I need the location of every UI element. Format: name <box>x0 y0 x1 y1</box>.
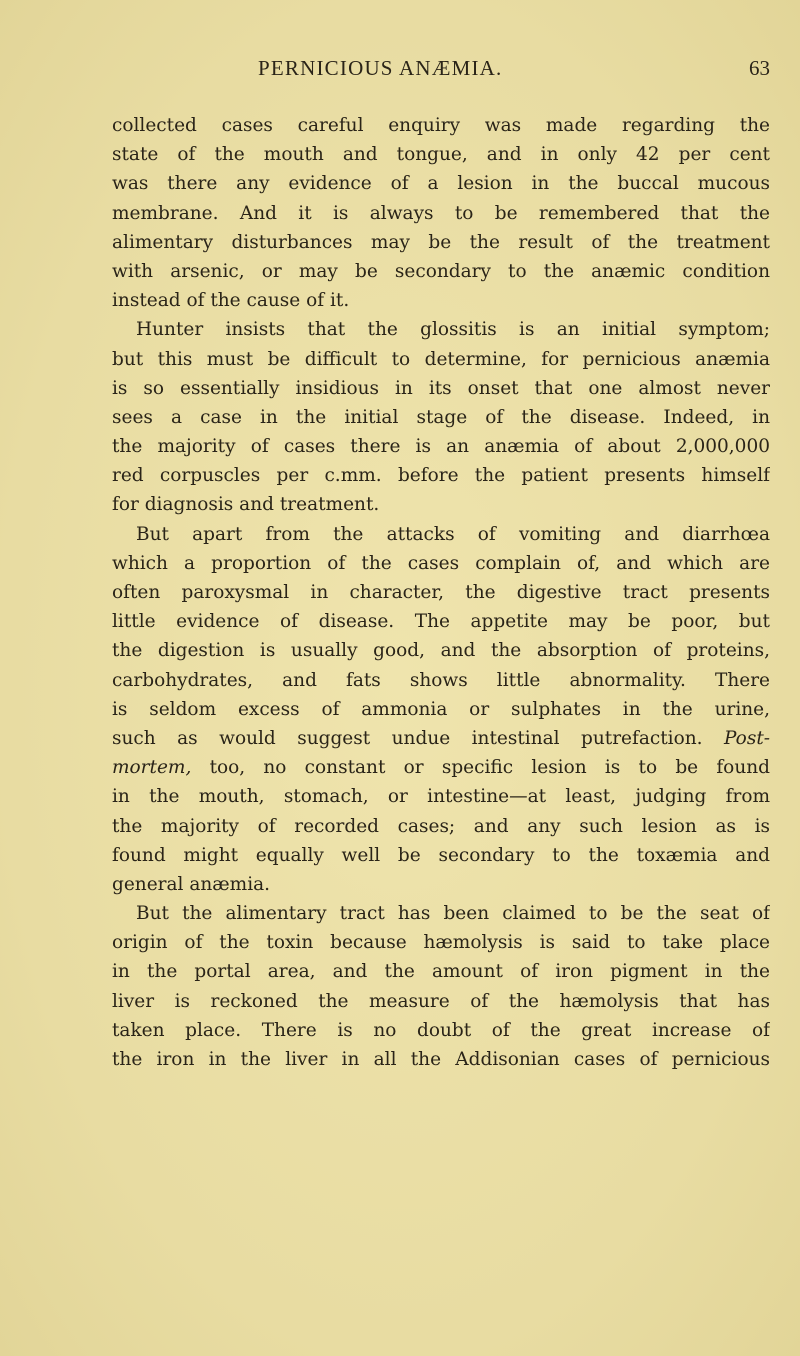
text-line: the digestion is usually good, and the absorption of proteins, <box>112 640 770 662</box>
text-segment: too, no constant or specific lesion is to be found <box>209 757 770 779</box>
text-line: state of the mouth and tongue, and in only 42 per cent <box>112 144 770 166</box>
text-line: red corpuscles per c.mm. before the patient presents himself <box>112 465 770 487</box>
page-number: 63 <box>749 56 770 80</box>
text-line: carbohydrates, and fats shows little abnormality. There <box>112 669 770 691</box>
text-line: is so essentially insidious in its onset that one almost never <box>112 377 770 399</box>
text-line: Hunter insists that the glossitis is an initial symptom; <box>136 319 770 341</box>
text-line <box>112 753 770 782</box>
text-line: little evidence of disease. The appetite may be poor, but <box>112 611 770 633</box>
text-line: but this must be difficult to determine, for pernicious anæmia <box>112 348 770 370</box>
text-line: But the alimentary tract has been claimed to be the seat of <box>136 903 770 925</box>
text-line: the majority of recorded cases; and any such lesion as is <box>112 815 770 837</box>
body-text <box>112 111 770 1074</box>
text-line: found might equally well be secondary to the toxæmia and <box>112 844 770 866</box>
text-line: was there any evidence of a lesion in the buccal mucous <box>112 173 770 195</box>
text-line: for diagnosis and treatment. <box>112 494 380 516</box>
text-line <box>112 724 770 753</box>
italic-term: Post- <box>723 727 770 749</box>
text-line: membrane. And it is always to be remembered that the <box>112 202 770 224</box>
text-line: taken place. There is no doubt of the great increase of <box>112 1019 770 1041</box>
text-line: sees a case in the initial stage of the disease. Indeed, in <box>112 406 770 428</box>
italic-term: mortem, <box>112 757 192 779</box>
text-line: the iron in the liver in all the Addisonian cases of pernicious <box>112 1049 770 1070</box>
text-line: which a proportion of the cases complain of, and which are <box>112 552 770 574</box>
page-header <box>140 56 770 86</box>
text-line: general anæmia. <box>112 873 271 895</box>
text-line: with arsenic, or may be secondary to the anæmic condition <box>112 260 770 282</box>
text-line: in the mouth, stomach, or intestine—at least, judging from <box>112 786 770 808</box>
text-line: the majority of cases there is an anæmia of about 2,000,000 <box>112 436 770 458</box>
text-line: origin of the toxin because hæmolysis is said to take place <box>112 932 770 954</box>
text-line: But apart from the attacks of vomiting and diarrhœa <box>136 523 770 545</box>
running-head: PERNICIOUS ANÆMIA. <box>258 56 503 80</box>
text-line: instead of the cause of it. <box>112 290 350 312</box>
text-line: in the portal area, and the amount of iron pigment in the <box>112 961 770 983</box>
text-segment: such as would suggest undue intestinal putrefaction. <box>112 727 703 749</box>
text-line: collected cases careful enquiry was made regarding the <box>112 115 770 136</box>
text-line: often paroxysmal in character, the digestive tract presents <box>112 582 770 603</box>
text-line: is seldom excess of ammonia or sulphates in the urine, <box>112 698 770 720</box>
text-line: alimentary disturbances may be the result of the treatment <box>112 231 770 253</box>
text-line: liver is reckoned the measure of the hæmolysis that has <box>112 990 770 1012</box>
